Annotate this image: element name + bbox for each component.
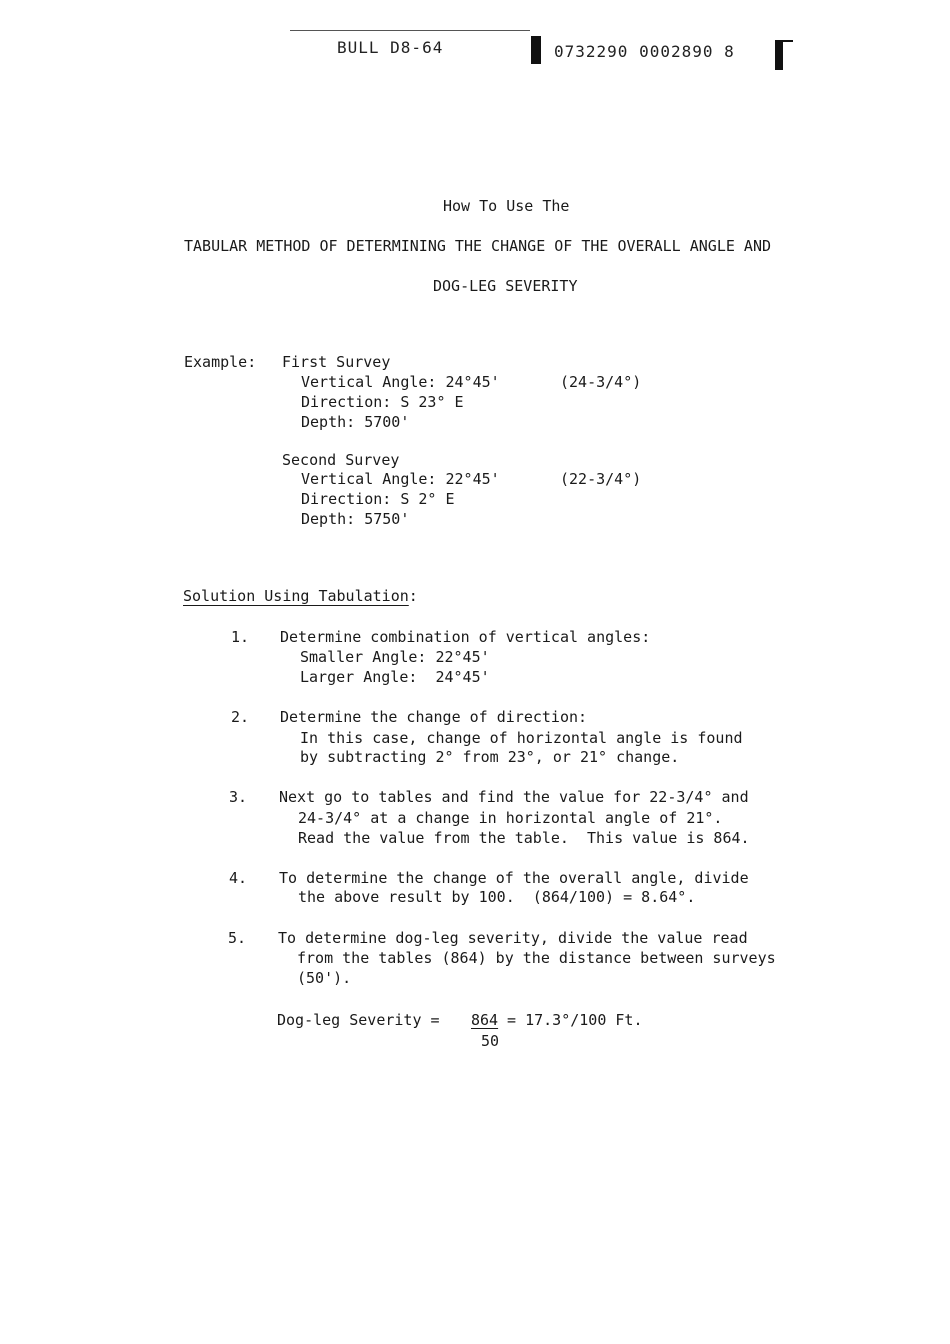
step-4-number: 4. xyxy=(229,869,248,887)
title-line-3: DOG-LEG SEVERITY xyxy=(433,277,578,295)
first-survey-depth: Depth: 5700' xyxy=(301,413,410,431)
step-4-text: To determine the change of the overall angle, divide xyxy=(279,869,749,887)
step-3-number: 3. xyxy=(229,788,248,806)
header-right-code: 0732290 0002890 8 xyxy=(554,42,735,61)
solution-heading-wrap xyxy=(183,586,418,606)
second-survey-heading: Second Survey xyxy=(282,451,400,469)
formula-lhs: Dog-leg Severity = xyxy=(277,1011,449,1029)
solution-heading-colon: : xyxy=(408,587,418,605)
step-5-sub-1: from the tables (864) by the distance between surveys xyxy=(297,949,776,967)
step-2-sub-1: In this case, change of horizontal angle is found xyxy=(300,729,743,747)
first-survey-heading: First Survey xyxy=(282,353,391,371)
header-rule xyxy=(290,30,530,31)
second-survey-depth: Depth: 5750' xyxy=(301,510,410,528)
step-4-sub-1: the above result by 100. (864/100) = 8.64°. xyxy=(298,888,696,906)
formula-rhs: = 17.3°/100 Ft. xyxy=(498,1011,643,1029)
example-label: Example: xyxy=(184,353,257,371)
step-3-sub-2: Read the value from the table. This value is 864. xyxy=(298,829,750,847)
header-bar-left xyxy=(531,36,541,64)
step-3-sub-1: 24-3/4° at a change in horizontal angle of 21°. xyxy=(298,809,723,827)
step-1-sub-1: Smaller Angle: 22°45' xyxy=(300,648,490,666)
step-2-sub-2: by subtracting 2° from 23°, or 21° change. xyxy=(300,748,680,766)
step-5-number: 5. xyxy=(228,929,247,947)
formula-numerator: 864 xyxy=(471,1011,499,1029)
solution-heading: Solution Using Tabulation xyxy=(183,587,409,605)
first-survey-vertical: Vertical Angle: 24°45' xyxy=(301,373,500,391)
first-survey-vertical-fraction: (24-3/4°) xyxy=(560,373,642,391)
header-left-code: BULL D8-64 xyxy=(337,38,444,57)
step-5-sub-2: (50'). xyxy=(297,969,352,987)
step-1-sub-2: Larger Angle: 24°45' xyxy=(300,668,490,686)
header-bar-right xyxy=(775,40,783,70)
title-line-2: TABULAR METHOD OF DETERMINING THE CHANGE OF THE OVERALL ANGLE AND xyxy=(184,237,771,255)
header-bar-tick xyxy=(783,40,793,42)
step-1-text: Determine combination of vertical angles: xyxy=(280,628,651,646)
step-2-number: 2. xyxy=(231,708,250,726)
formula-denominator: 50 xyxy=(481,1032,500,1050)
step-1-number: 1. xyxy=(231,628,250,646)
first-survey-direction: Direction: S 23° E xyxy=(301,393,464,411)
title-line-1: How To Use The xyxy=(443,197,570,215)
second-survey-vertical-fraction: (22-3/4°) xyxy=(560,470,642,488)
second-survey-direction: Direction: S 2° E xyxy=(301,490,455,508)
step-5-text: To determine dog-leg severity, divide the value read xyxy=(278,929,748,947)
step-3-text: Next go to tables and find the value for 22-3/4° and xyxy=(279,788,749,806)
second-survey-vertical: Vertical Angle: 22°45' xyxy=(301,470,500,488)
step-2-text: Determine the change of direction: xyxy=(280,708,588,726)
